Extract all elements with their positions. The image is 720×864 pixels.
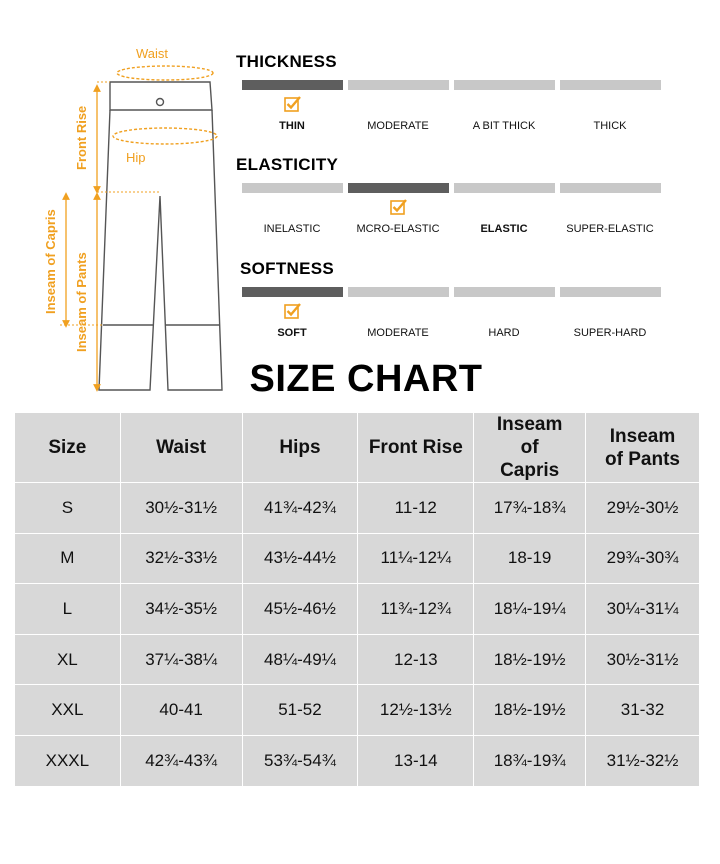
inseam-capris-label: Inseam of Capris <box>43 209 58 314</box>
table-cell: 29¾-30¾ <box>586 533 700 584</box>
table-cell: M <box>15 533 121 584</box>
table-cell: XXL <box>15 685 121 736</box>
hip-label: Hip <box>126 150 146 165</box>
table-row <box>15 483 700 534</box>
softness-level-bar <box>560 287 661 297</box>
table-cell: 41¾-42¾ <box>242 483 358 534</box>
thickness-level-bar <box>454 80 555 90</box>
table-cell: 40-41 <box>120 685 242 736</box>
table-cell: 18-19 <box>474 533 586 584</box>
elasticity-level-bar <box>454 183 555 193</box>
table-cell: 48¼-49¼ <box>242 634 358 685</box>
header-inseam-capris-label: Inseam of Capris <box>496 414 563 481</box>
thickness-option-label: THIN <box>279 120 305 132</box>
softness-option-label: SOFT <box>277 327 307 339</box>
table-row <box>15 533 700 584</box>
table-cell: 34½-35½ <box>120 584 242 635</box>
table-header-row <box>15 413 700 483</box>
table-cell: 11¾-12¾ <box>358 584 474 635</box>
header-inseam-capris <box>474 413 586 483</box>
table-row <box>15 685 700 736</box>
header-front-rise: Front Rise <box>358 413 474 483</box>
elasticity-level-bar <box>242 183 343 193</box>
table-cell: 17¾-18¾ <box>474 483 586 534</box>
table-cell: 42¾-43¾ <box>120 735 242 786</box>
header-inseam-pants <box>586 413 700 483</box>
softness-option-label: MODERATE <box>367 327 429 339</box>
table-cell: XXXL <box>15 735 121 786</box>
elasticity-option-label: INELASTIC <box>263 223 321 235</box>
table-cell: XL <box>15 634 121 685</box>
table-row <box>15 584 700 635</box>
elasticity-option-label: ELASTIC <box>480 223 528 235</box>
thickness-option-label: MODERATE <box>367 120 429 132</box>
table-cell: 11-12 <box>358 483 474 534</box>
table-cell: 13-14 <box>358 735 474 786</box>
table-cell: L <box>15 584 121 635</box>
size-chart-table <box>14 412 700 787</box>
thickness-option-label: A BIT THICK <box>472 120 536 132</box>
size-chart-body <box>15 483 700 787</box>
elasticity-section <box>236 155 666 245</box>
softness-option-label: HARD <box>488 327 520 339</box>
table-row <box>15 735 700 786</box>
softness-section <box>236 259 666 349</box>
table-cell: 18¼-19¼ <box>474 584 586 635</box>
table-cell: 31½-32½ <box>586 735 700 786</box>
elasticity-level-bar <box>560 183 661 193</box>
thickness-option-label: THICK <box>593 120 627 132</box>
thickness-section <box>236 52 666 142</box>
header-size: Size <box>15 413 121 483</box>
table-cell: 11¼-12¼ <box>358 533 474 584</box>
softness-level-bar <box>348 287 449 297</box>
softness-level-bar <box>242 287 343 297</box>
checkbox-checked-icon <box>390 198 407 215</box>
softness-option-label: SUPER-HARD <box>573 327 647 339</box>
softness-level-bar <box>454 287 555 297</box>
inseam-pants-label: Inseam of Pants <box>74 252 89 352</box>
table-cell: 18½-19½ <box>474 634 586 685</box>
table-cell: 53¾-54¾ <box>242 735 358 786</box>
table-cell: 32½-33½ <box>120 533 242 584</box>
table-cell: 30¼-31¼ <box>586 584 700 635</box>
waist-label: Waist <box>136 46 169 61</box>
thickness-level-bar <box>560 80 661 90</box>
thickness-level-bar <box>242 80 343 90</box>
thickness-level-bar <box>348 80 449 90</box>
checkbox-checked-icon <box>284 95 301 112</box>
waist-measure-loop <box>117 66 213 80</box>
table-cell: 29½-30½ <box>586 483 700 534</box>
table-cell: 45½-46½ <box>242 584 358 635</box>
table-cell: 30½-31½ <box>120 483 242 534</box>
checkbox-checked-icon <box>284 302 301 319</box>
softness-title: SOFTNESS <box>240 259 335 278</box>
table-cell: 37¼-38¼ <box>120 634 242 685</box>
table-row <box>15 634 700 685</box>
table-cell: 43½-44½ <box>242 533 358 584</box>
size-chart-title: SIZE CHART <box>249 358 483 400</box>
hip-measure-loop <box>113 128 217 144</box>
elasticity-option-label: MCRO-ELASTIC <box>356 223 440 235</box>
table-cell: 18½-19½ <box>474 685 586 736</box>
header-hips: Hips <box>242 413 358 483</box>
table-cell: 12½-13½ <box>358 685 474 736</box>
header-inseam-pants-label: Inseam of Pants <box>605 425 680 470</box>
front-rise-label: Front Rise <box>74 105 89 170</box>
pants-measurement-diagram <box>0 0 240 400</box>
elasticity-option-label: SUPER-ELASTIC <box>566 223 654 235</box>
table-cell: 30½-31½ <box>586 634 700 685</box>
table-cell: S <box>15 483 121 534</box>
table-cell: 31-32 <box>586 685 700 736</box>
table-cell: 12-13 <box>358 634 474 685</box>
elasticity-title: ELASTICITY <box>236 155 339 174</box>
header-waist: Waist <box>120 413 242 483</box>
table-cell: 18¾-19¾ <box>474 735 586 786</box>
table-cell: 51-52 <box>242 685 358 736</box>
thickness-title: THICKNESS <box>236 52 337 71</box>
elasticity-level-bar <box>348 183 449 193</box>
